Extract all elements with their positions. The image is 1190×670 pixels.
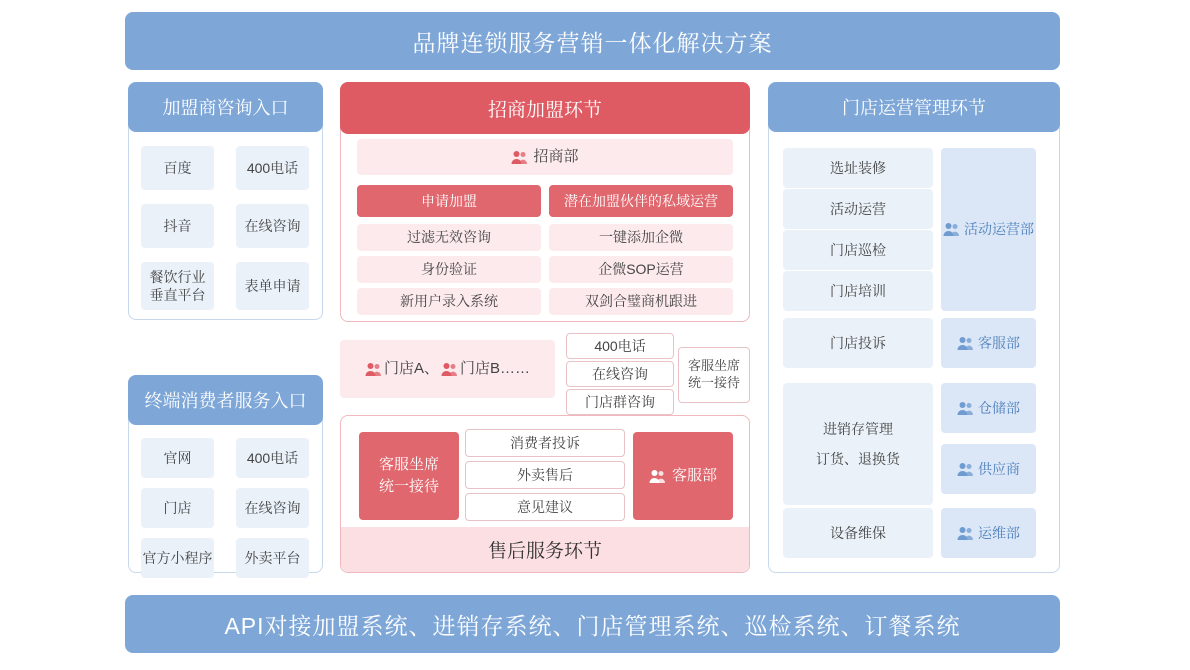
franchise-entry-title <box>128 82 323 132</box>
store-ops-item-complaint[interactable]: 门店投诉 <box>783 318 933 368</box>
after-sales-title <box>341 527 749 572</box>
people-icon <box>943 222 960 237</box>
consumer-entry-item-miniprogram[interactable]: 官方小程序 <box>141 538 214 578</box>
stores-channel-400phone[interactable]: 400电话 <box>566 333 674 359</box>
franchise-entry-item-baidu[interactable]: 百度 <box>141 146 214 190</box>
store-ops-item-inventory[interactable]: 进销存管理 订货、退换货 <box>783 383 933 505</box>
recruit-apply-item-identity[interactable]: 身份验证 <box>357 256 541 283</box>
stores-channel-group-consult[interactable]: 门店群咨询 <box>566 389 674 415</box>
recruit-title-label: 招商加盟环节 <box>487 99 602 121</box>
store-ops-item-activity[interactable]: 活动运营 <box>783 189 933 229</box>
recruit-private-item-followup[interactable]: 双剑合璧商机跟进 <box>549 288 733 315</box>
recruit-private-item-sop[interactable]: 企微SOP运营 <box>549 256 733 283</box>
supplier-department[interactable]: 供应商 <box>941 444 1036 494</box>
recruit-apply-item-new-user[interactable]: 新用户录入系统 <box>357 288 541 315</box>
after-sales-title-label: 售后服务环节 <box>487 541 602 562</box>
store-ops-item-maintenance[interactable]: 设备维保 <box>783 508 933 558</box>
people-icon <box>957 401 974 416</box>
after-sales-service-seat[interactable]: 客服坐席 统一接待 <box>359 432 459 520</box>
after-sales-item-suggestion[interactable]: 意见建议 <box>465 493 625 521</box>
stores-block[interactable] <box>340 340 555 398</box>
consumer-entry-item-store[interactable]: 门店 <box>141 488 214 528</box>
consumer-entry-item-online-consult[interactable]: 在线咨询 <box>236 488 309 528</box>
recruit-private-domain-header[interactable]: 潜在加盟伙伴的私域运营 <box>549 185 733 217</box>
after-sales-item-complaint[interactable]: 消费者投诉 <box>465 429 625 457</box>
consumer-entry-item-400phone[interactable]: 400电话 <box>236 438 309 478</box>
recruit-private-item-add-wecom[interactable]: 一键添加企微 <box>549 224 733 251</box>
franchise-entry-item-form-apply[interactable]: 表单申请 <box>236 262 309 310</box>
store-a-label: 门店A、 <box>383 360 439 378</box>
consumer-entry-title-label: 终端消费者服务入口 <box>144 391 307 411</box>
activity-ops-department[interactable]: 活动运营部 <box>941 148 1036 311</box>
recruit-apply-item-filter[interactable]: 过滤无效咨询 <box>357 224 541 251</box>
after-sales-item-delivery[interactable]: 外卖售后 <box>465 461 625 489</box>
stores-channel-online-consult[interactable]: 在线咨询 <box>566 361 674 387</box>
people-icon <box>365 362 382 377</box>
people-icon <box>649 469 666 484</box>
top-banner-label: 品牌连锁服务营销一体化解决方案 <box>412 29 773 56</box>
franchise-entry-item-vertical-platform[interactable]: 餐饮行业 垂直平台 <box>141 262 214 310</box>
store-b-label: 门店B…… <box>460 360 531 378</box>
store-ops-item-training[interactable]: 门店培训 <box>783 271 933 311</box>
recruit-title <box>340 82 750 134</box>
customer-service-department[interactable]: 客服部 <box>941 318 1036 368</box>
recruit-department[interactable] <box>357 139 733 175</box>
consumer-entry-item-website[interactable]: 官网 <box>141 438 214 478</box>
warehouse-department[interactable]: 仓储部 <box>941 383 1036 433</box>
maintenance-department[interactable]: 运维部 <box>941 508 1036 558</box>
bottom-banner <box>125 595 1060 653</box>
consumer-entry-item-delivery-platform[interactable]: 外卖平台 <box>236 538 309 578</box>
franchise-entry-item-400phone[interactable]: 400电话 <box>236 146 309 190</box>
stores-service-seat[interactable]: 客服坐席 统一接待 <box>678 347 750 403</box>
top-banner <box>125 12 1060 70</box>
people-icon <box>957 462 974 477</box>
bottom-banner-label: API对接加盟系统、进销存系统、门店管理系统、巡检系统、订餐系统 <box>224 612 961 639</box>
store-ops-title <box>768 82 1060 132</box>
franchise-entry-item-online-consult[interactable]: 在线咨询 <box>236 204 309 248</box>
franchise-entry-title-label: 加盟商咨询入口 <box>162 98 289 118</box>
people-icon <box>441 362 458 377</box>
consumer-entry-title <box>128 375 323 425</box>
recruit-department-label: 招商部 <box>533 148 579 166</box>
store-ops-item-inspection[interactable]: 门店巡检 <box>783 230 933 270</box>
store-ops-title-label: 门店运营管理环节 <box>842 98 986 118</box>
after-sales-department[interactable]: 客服部 <box>633 432 733 520</box>
people-icon <box>957 526 974 541</box>
people-icon <box>511 150 528 165</box>
store-ops-item-site-decoration[interactable]: 选址装修 <box>783 148 933 188</box>
franchise-entry-item-douyin[interactable]: 抖音 <box>141 204 214 248</box>
recruit-apply-header[interactable]: 申请加盟 <box>357 185 541 217</box>
people-icon <box>957 336 974 351</box>
